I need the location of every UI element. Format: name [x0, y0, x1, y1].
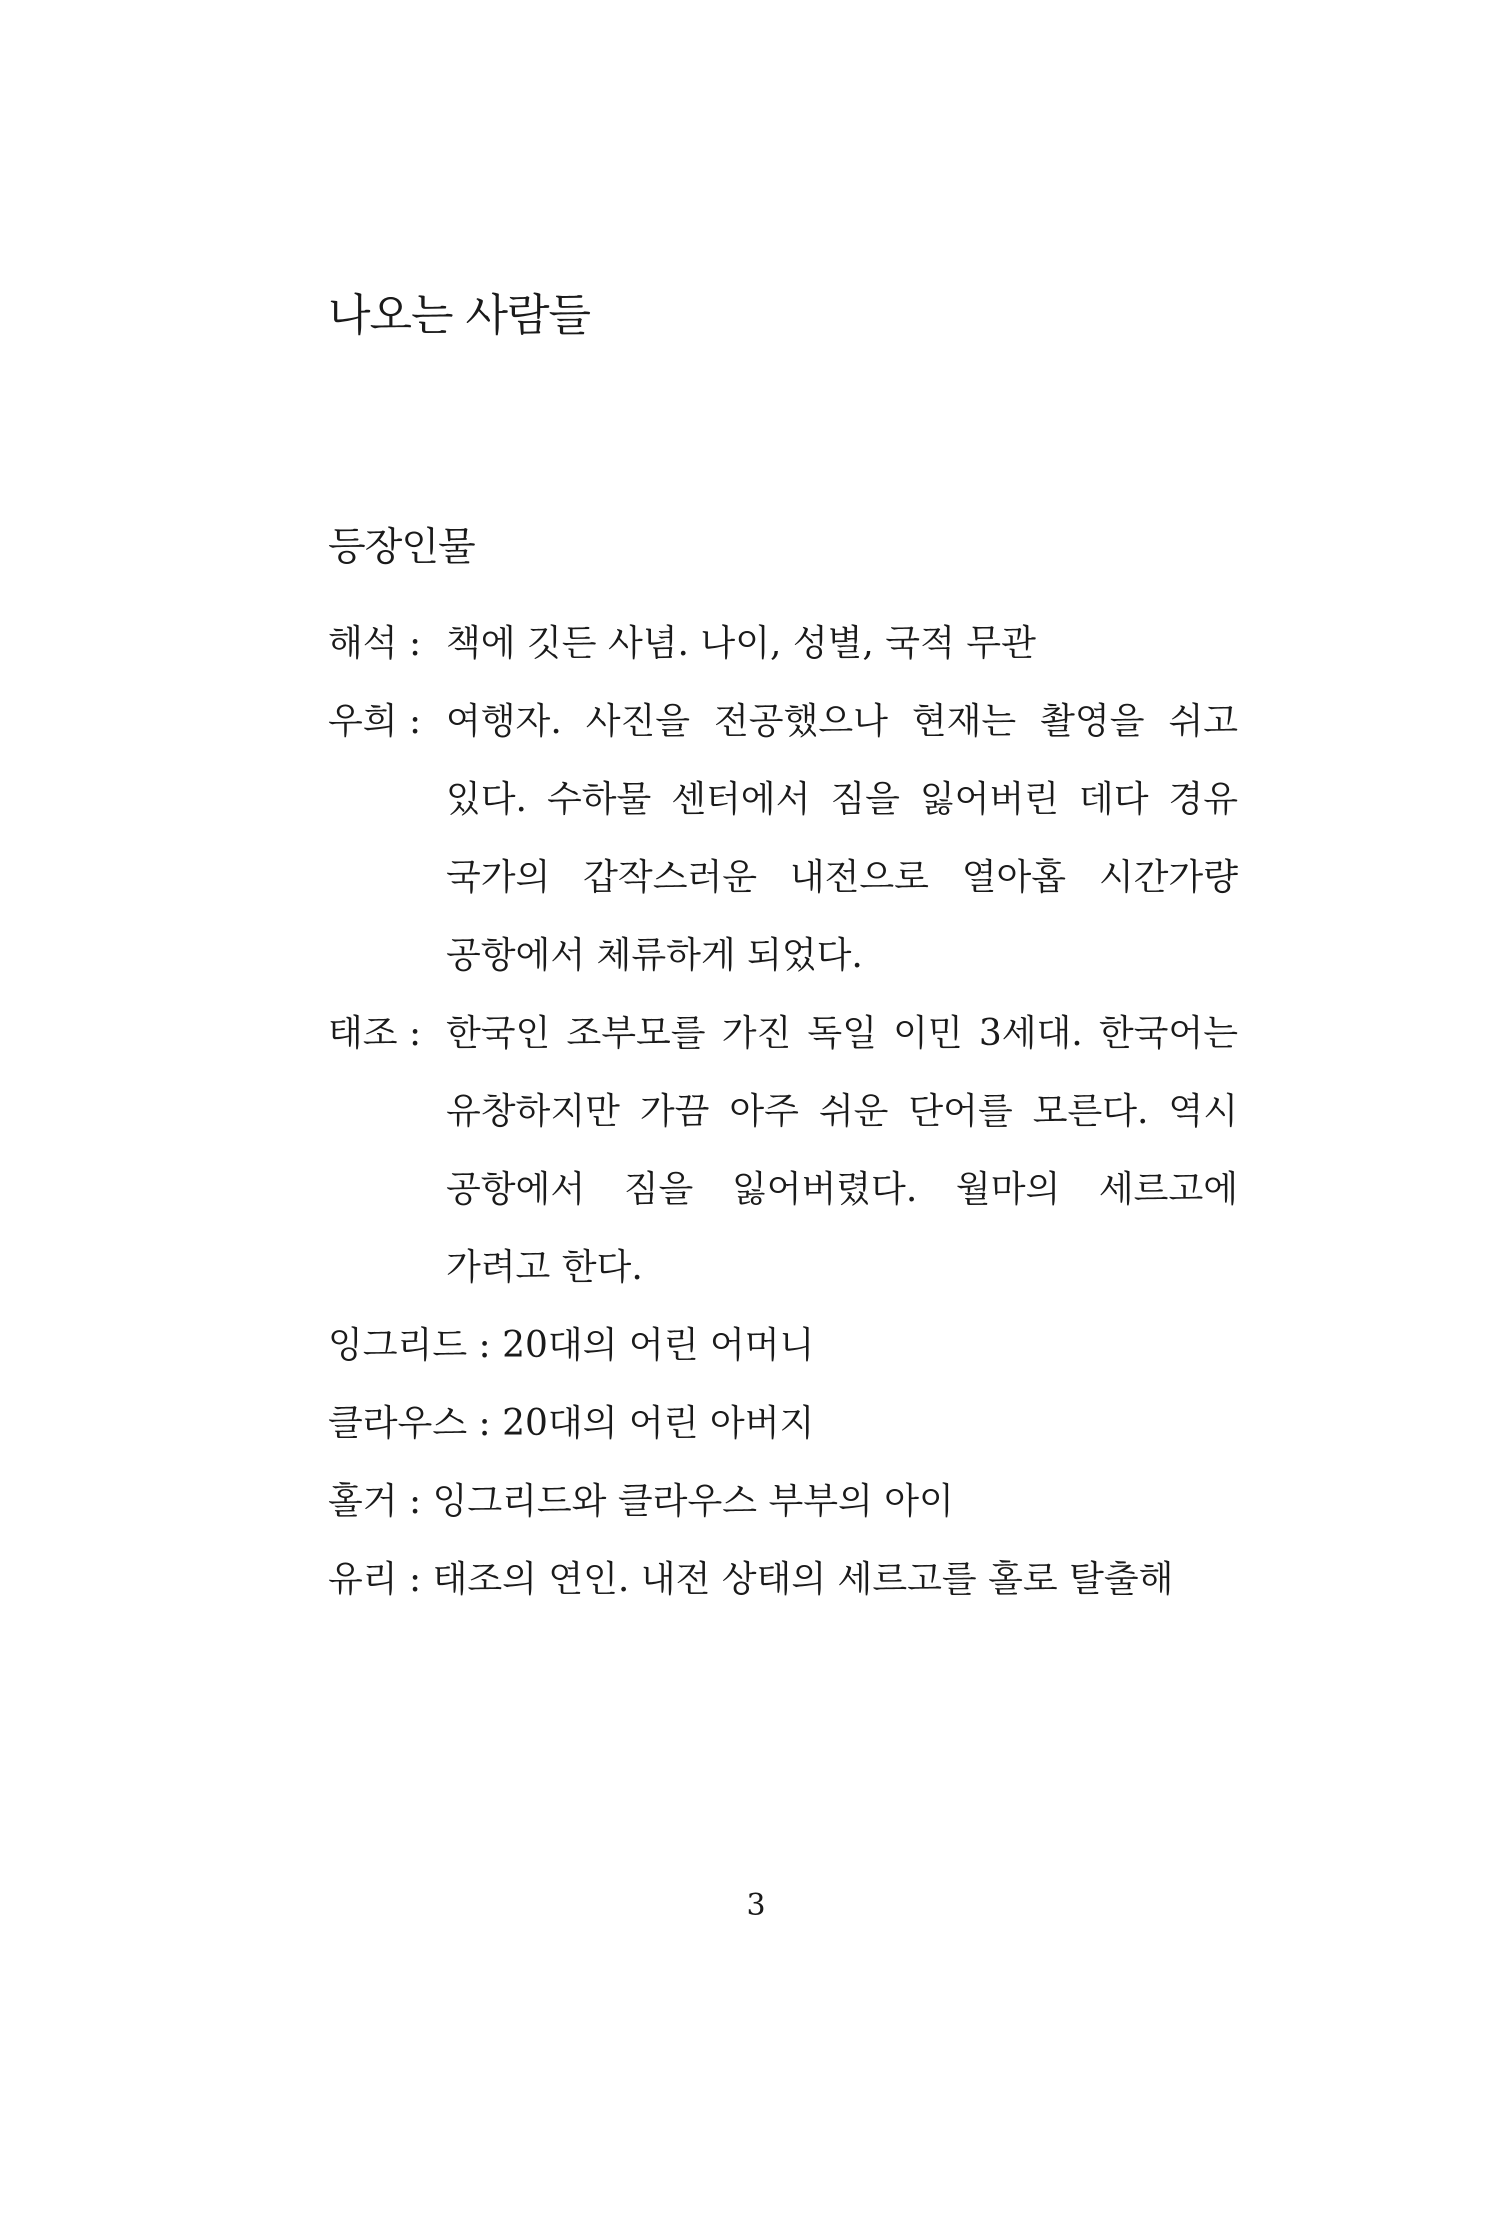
character-entry-klaus: [328, 1385, 1238, 1463]
character-entry-haeseok: [328, 605, 1238, 683]
character-name: 유리 :: [328, 1559, 433, 1600]
character-description: 책에 깃든 사념. 나이, 성별, 국적 무관: [446, 623, 1036, 664]
character-entry-uhui: [328, 683, 1238, 995]
character-description: 여행자. 사진을 전공했으나 현재는 촬영을 쉬고 있다. 수하물 센터에서 짐을 잃어버린 데다 경유 국가의 갑작스러운 내전으로 열아홉 시간가량 공항에서 체류하게 되었다.: [446, 701, 1238, 976]
page-number: 3: [746, 1888, 766, 1923]
character-description: 20대의 어린 어머니: [502, 1325, 815, 1366]
character-name: 홀거 :: [328, 1481, 433, 1522]
character-description: 20대의 어린 아버지: [502, 1403, 815, 1444]
character-name: 해석 :: [328, 623, 433, 664]
character-list: [328, 605, 1238, 1619]
character-name: 클라우스 :: [328, 1403, 503, 1444]
character-entry-taejo: [328, 995, 1238, 1307]
character-name: 우희 :: [328, 701, 433, 742]
character-name: 태조 :: [328, 1013, 433, 1054]
character-entry-holger: [328, 1463, 1238, 1541]
character-name: 잉그리드 :: [328, 1325, 503, 1366]
page-title: 나오는 사람들: [328, 290, 591, 341]
character-entry-yuri: [328, 1541, 1238, 1619]
character-entry-ingrid: [328, 1307, 1238, 1385]
section-title: 등장인물: [328, 525, 475, 570]
character-description: 태조의 연인. 내전 상태의 세르고를 홀로 탈출해: [432, 1559, 1174, 1600]
character-description: 잉그리드와 클라우스 부부의 아이: [432, 1481, 954, 1522]
character-description: 한국인 조부모를 가진 독일 이민 3세대. 한국어는 유창하지만 가끔 아주 쉬운 단어를 모른다. 역시 공항에서 짐을 잃어버렸다. 월마의 세르고에 가려고 한다.: [446, 1013, 1238, 1288]
